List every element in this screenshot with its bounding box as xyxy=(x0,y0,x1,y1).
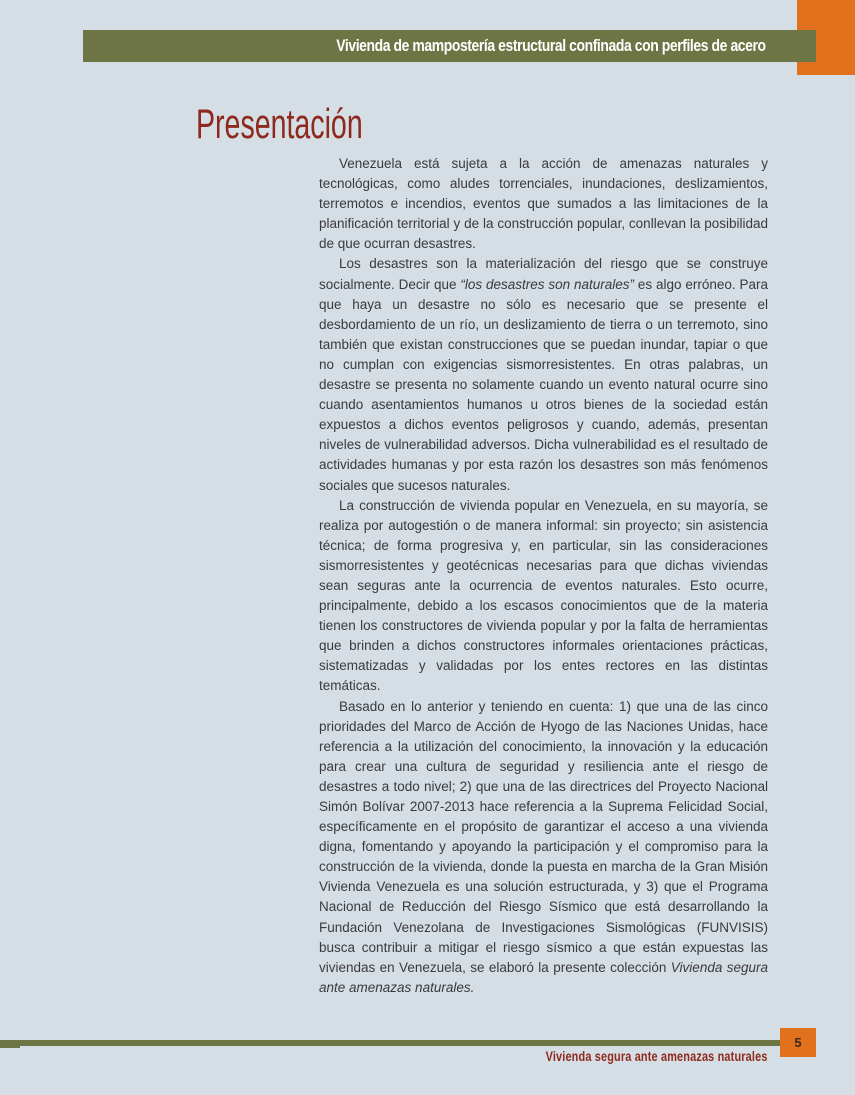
header-bar xyxy=(83,30,816,62)
paragraph-3: La construcción de vivienda popular en Venezuela, en su mayoría, se realiza por autogestión o de manera informal: sin proyecto; sin asistencia técnica; de forma progresiva y, en particular, sin las consideraciones sismorresistentes y geotécnicas necesarias para que dichas viviendas sean seguras ante la ocurrencia de eventos naturales. Esto ocurre, principalmente, debido a los escasos conocimientos que de la materia tienen los constructores de vivienda popular y por la falta de herramientas que brinden a dichos constructores informales orientaciones prácticas, sistematizadas y validadas por los entes rectores en las distintas temáticas. xyxy=(319,497,768,694)
paragraph-2-quote: “los desastres son naturales” xyxy=(460,276,635,292)
page-title: Presentación xyxy=(196,100,363,147)
paragraph-2-end: es algo erróneo. Para que haya un desastre no sólo es necesario que se presente el desbordamiento de un río, un deslizamiento de tierra o un terremoto, sino también que existan construcciones que se puedan inundar, tapiar o que no cumplan con exigencias sismorresistentes. En otras palabras, un desastre se presenta no solamente cuando un evento natural ocurre sino cuando asentamientos humanos u otros bienes de la sociedad están expuestos a dichos eventos peligrosos y cuando, además, presentan niveles de vulnerabilidad adversos. Dicha vulnerabilidad es el resultado de actividades humanas y por esta razón los desastres son más fenómenos sociales que sucesos naturales. xyxy=(319,276,768,493)
footer-series-title: Vivienda segura ante amenazas naturales xyxy=(546,1048,768,1064)
body-text xyxy=(319,154,768,998)
paragraph-2-start: Los desastres son la materialización del riesgo que se construye socialmente. Decir que xyxy=(319,256,768,292)
collection-title: Vivienda segura ante amenazas naturales. xyxy=(319,959,768,995)
paragraph-1: Venezuela está sujeta a la acción de amenazas naturales y tecnológicas, como aludes torrenciales, inundaciones, deslizamientos, terremotos e incendios, eventos que sumados a las limitaciones de la planificación territorial y de la construcción popular, conllevan la posibilidad de que ocurran desastres. xyxy=(319,156,768,252)
paragraph-4-text: Basado en lo anterior y teniendo en cuenta: 1) que una de las cinco prioridades del Marco de Acción de Hyogo de las Naciones Unidas, hace referencia a la utilización del conocimiento, la innovación y la educación para crear una cultura de seguridad y resiliencia ante el riesgo de desastres a todo nivel; 2) que una de las directrices del Proyecto Nacional Simón Bolívar 2007-2013 hace referencia a la Suprema Felicidad Social, específicamente en el propósito de garantizar el acceso a una vivienda digna, fomentando y apoyando la participación y el compromiso para la construcción de la vivienda, donde la puesta en marcha de la Gran Misión Vivienda Venezuela es una solución estructurada, y 3) que el Programa Nacional de Reducción del Riesgo Sísmico que está desarrollando la Fundación Venezolana de Investigaciones Sismológicas (FUNVISIS) busca contribuir a mitigar el riesgo sísmico a que están expuestas las viviendas en Venezuela, se elaboró la presente colección xyxy=(319,698,768,975)
paragraph-4 xyxy=(319,697,768,998)
page-number: 5 xyxy=(794,1035,802,1050)
header-title: Vivienda de mampostería estructural confinada con perfiles de acero xyxy=(336,36,766,55)
page-number-box xyxy=(780,1028,816,1057)
paragraph-2 xyxy=(319,254,768,495)
footer-rule-left xyxy=(0,1040,20,1048)
footer-rule xyxy=(0,1040,780,1046)
